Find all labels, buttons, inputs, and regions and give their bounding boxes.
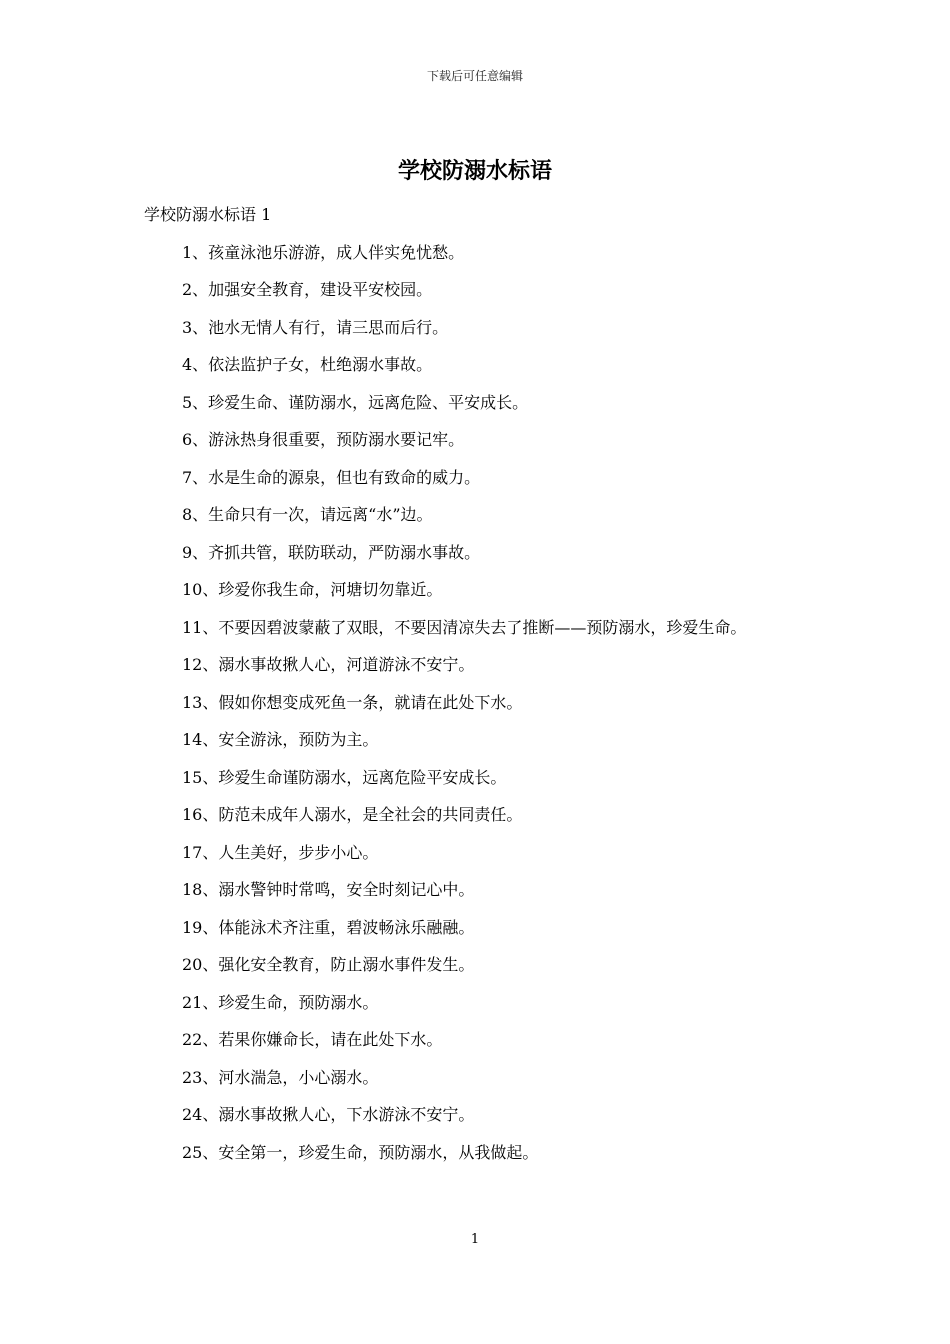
- list-item: 16、防范未成年人溺水，是全社会的共同责任。: [182, 805, 523, 824]
- list-item: 4、依法监护子女，杜绝溺水事故。: [182, 355, 433, 374]
- list-item: 10、珍爱你我生命，河塘切勿靠近。: [182, 580, 443, 599]
- list-item: 21、珍爱生命，预防溺水。: [182, 992, 379, 1012]
- list-item: 24、溺水事故揪人心，下水游泳不安宁。: [182, 1105, 475, 1124]
- list-item: 23、河水湍急，小心溺水。: [182, 1067, 379, 1087]
- list-item: 1、孩童泳池乐游游，成人伴实免忧愁。: [182, 242, 465, 262]
- list-item: 15、珍爱生命谨防溺水，远离危险平安成长。: [182, 767, 507, 787]
- page-title: 学校防溺水标语: [397, 158, 552, 184]
- list-item: 11、不要因碧波蒙蔽了双眼，不要因清凉失去了推断——预防溺水，珍爱生命。: [182, 617, 747, 637]
- slogan-list: [144, 234, 810, 1172]
- header-note: 下载后可任意编辑: [426, 69, 523, 83]
- list-item: 18、溺水警钟时常鸣，安全时刻记心中。: [182, 880, 475, 899]
- list-item: 7、水是生命的源泉，但也有致命的威力。: [182, 467, 481, 487]
- list-item: 13、假如你想变成死鱼一条，就请在此处下水。: [182, 692, 523, 712]
- list-item: 6、游泳热身很重要，预防溺水要记牢。: [182, 430, 465, 449]
- list-item: 14、安全游泳，预防为主。: [182, 730, 379, 749]
- list-item: 22、若果你嫌命长，请在此处下水。: [182, 1030, 443, 1049]
- list-item: 9、齐抓共管，联防联动，严防溺水事故。: [182, 542, 481, 562]
- list-item: 5、珍爱生命、谨防溺水，远离危险、平安成长。: [182, 392, 529, 412]
- list-item: 25、安全第一，珍爱生命，预防溺水，从我做起。: [182, 1142, 539, 1162]
- page-number: 1: [470, 1232, 480, 1247]
- list-item: 20、强化安全教育，防止溺水事件发生。: [182, 955, 475, 974]
- list-item: 3、池水无情人有行，请三思而后行。: [182, 317, 449, 337]
- list-item: 8、生命只有一次，请远离“水”边。: [182, 505, 433, 524]
- list-item: 2、加强安全教育，建设平安校园。: [182, 280, 433, 299]
- document-body: [144, 196, 810, 1171]
- section-heading: 学校防溺水标语 1: [144, 205, 272, 224]
- list-item: 17、人生美好，步步小心。: [182, 842, 379, 862]
- list-item: 19、体能泳术齐注重，碧波畅泳乐融融。: [182, 917, 475, 937]
- list-item: 12、溺水事故揪人心，河道游泳不安宁。: [182, 655, 475, 674]
